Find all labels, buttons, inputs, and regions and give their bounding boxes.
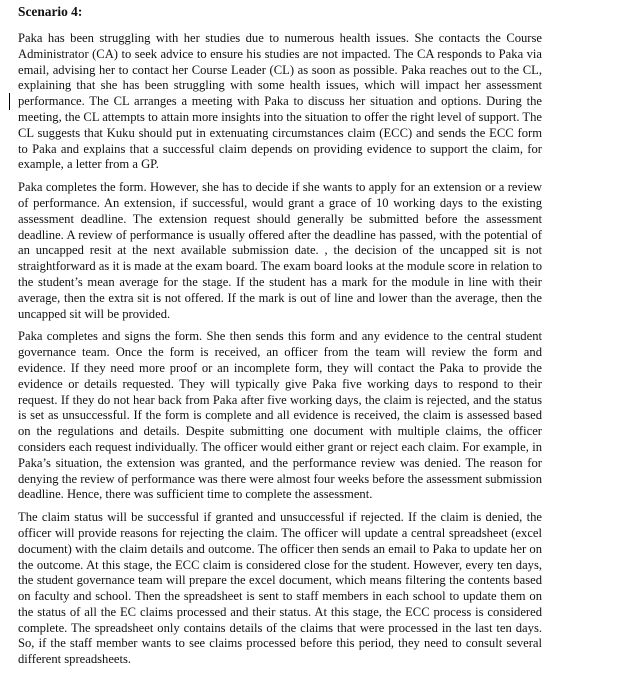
paragraph-1: Paka has been struggling with her studies due to numerous health issues. She contacts the Course Administrator (CA) to seek advice to ensure his studies are not impacted. The CA responds to Paka via email, advising her to contact her Course Leader (CL) as soon as possible. Paka reaches out to the CL, explaining that she has been struggling with some health issues, which will impact her assessment performance. The CL arranges a meeting with Paka to discuss her situation and options. During the meeting, the CL attempts to attain more insights into the situation to offer the right level of support. The CL suggests that Kuku should put in extenuating circumstances claim (ECC) and sends the ECC form to Paka and explains that a successful claim depends on providing evidence to support the claim, for example, a letter from a GP. (18, 31, 542, 172)
paragraph-4: The claim status will be successful if granted and unsuccessful if rejected. If the claim is denied, the officer will provide reasons for rejecting the claim. The officer will update a central spreadsheet (excel document) with the claim details and outcome. The officer then sends an email to Paka to update her on the outcome. At this stage, the ECC claim is considered close for the student. However, every ten days, the student governance team will prepare the excel document, which means filtering the contents based on faculty and school. Then the spreadsheet is sent to staff members in each school to update them on the status of all the EC claims processed and their status. At this stage, the ECC process is considered complete. The spreadsheet only contains details of the claims that were processed in the last ten days. So, if the staff member wants to see claims processed before this period, they need to consult several different spreadsheets. (18, 510, 542, 667)
document-title: Scenario 4: (18, 4, 83, 19)
paragraph-2: Paka completes the form. However, she has to decide if she wants to apply for an extension or a review of performance. An extension, if successful, would grant a grace of 10 working days to the existing assessment deadline. The extension request should generally be submitted before the assessment deadline. A review of performance is usually offered after the deadline has passed, with the potential of an uncapped resit at the next available submission date. , the decision of the uncapped sit is not straightforward as it is made at the exam board. The exam board looks at the module score in relation to the student’s mean average for the stage. If the student has a mark for the module in line with their average, then the extra sit is not offered. If the mark is out of line and lower than the average, then the uncapped sit will be provided. (18, 180, 542, 321)
text-cursor (9, 93, 10, 110)
paragraph-3: Paka completes and signs the form. She then sends this form and any evidence to the central student governance team. Once the form is received, an officer from the team will review the form and evidence. If they need more proof or an incomplete form, they will contact the Paka to provide the evidence or details requested. They will typically give Paka five working days to respond to their request. If they do not hear back from Paka after five working days, the claim is rejected, and the status is set as unsuccessful. If the form is complete and all evidence is received, the claim is assessed based on the regulations and details. Despite submitting one document with multiple claims, the officer considers each request individually. The officer would either grant or reject each claim. For example, in Paka’s situation, the extension was granted, and the performance review was denied. The reason for denying the review of performance was there were almost four weeks before the assessment submission deadline. Hence, there was sufficient time to complete the assessment. (18, 329, 542, 502)
